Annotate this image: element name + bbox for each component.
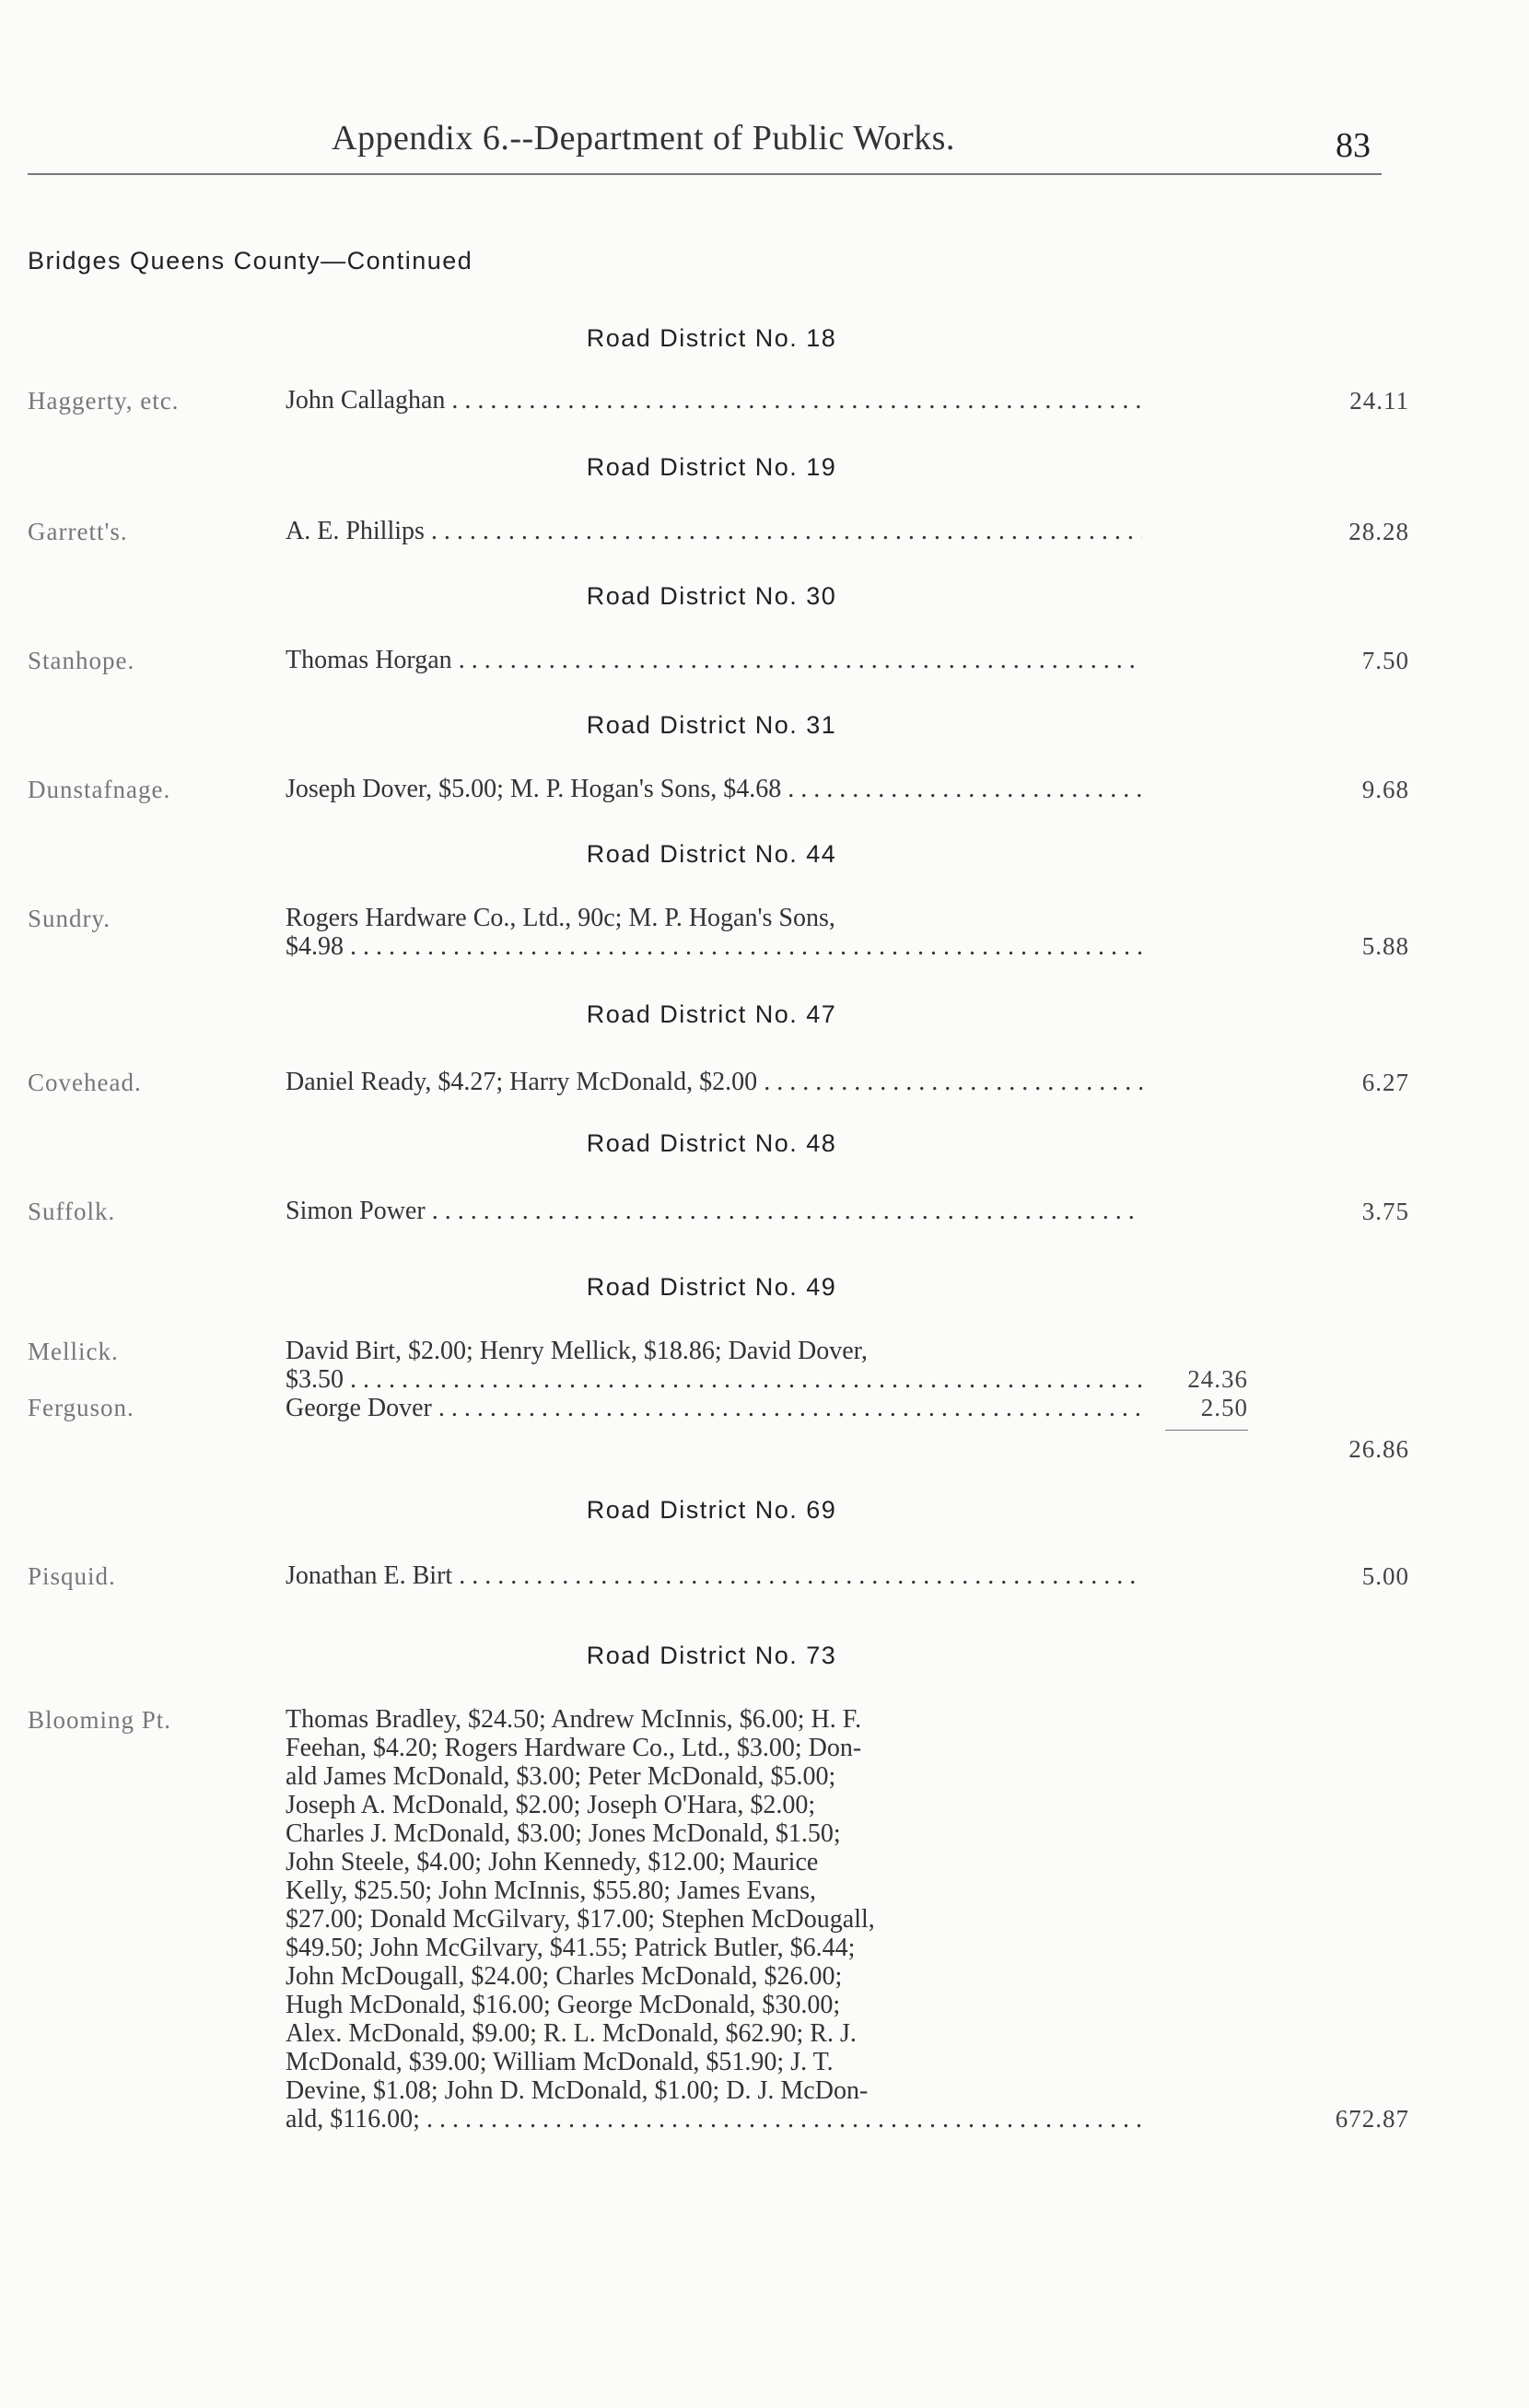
entry-total: 26.86 [1348,1435,1409,1463]
entry-description-line: ald James McDonald, $3.00; Peter McDonald, $5.00; [286,1762,836,1791]
entry-subamount: 24.36 [1187,1365,1248,1393]
entry-amount: 24.11 [1349,387,1409,415]
entry-description [286,775,1142,803]
entry-amount: 6.27 [1361,1069,1409,1096]
entry-description-line: Kelly, $25.50; John McInnis, $55.80; James Evans, [286,1876,817,1905]
entry-description-line: Hugh McDonald, $16.00; George McDonald, $30.00; [286,1991,841,2019]
district-heading: Road District No. 69 [586,1496,837,1524]
district-heading: Road District No. 47 [586,1000,837,1028]
entry-description [286,1068,1142,1096]
district-heading: Road District No. 44 [586,840,837,868]
entry-description-line: Devine, $1.08; John D. McDonald, $1.00; D. J. McDon- [286,2076,869,2105]
entry-amount: 3.75 [1361,1198,1409,1225]
entry-description [286,517,1142,545]
entry-location: Haggerty, etc. [28,387,180,415]
entry-description-text: Daniel Ready, $4.27; Harry McDonald, $2.00 . . . [286,1068,1142,1096]
district-heading: Road District No. 73 [586,1642,837,1669]
entry-description-line: Joseph A. McDonald, $2.00; Joseph O'Hara, $2.00; [286,1791,816,1819]
entry-description-line: John McDougall, $24.00; Charles McDonald, $26.00; [286,1962,843,1991]
entry-description-text: A. E. Phillips . . . [286,517,1142,545]
entry-description [286,646,1142,674]
district-heading: Road District No. 48 [586,1129,837,1157]
entry-location: Blooming Pt. [28,1706,172,1734]
entry-description-text: Jonathan E. Birt . . . [286,1561,1142,1590]
entry-description-line: $49.50; John McGilvary, $41.55; Patrick Butler, $6.44; [286,1934,856,1962]
entry-description-line: Alex. McDonald, $9.00; R. L. McDonald, $62.90; R. J. [286,2019,857,2048]
section-heading: Bridges Queens County—Continued [28,247,473,275]
entry-amount: 9.68 [1361,776,1409,803]
entry-description-line: Thomas Bradley, $24.50; Andrew McInnis, $6.00; H. F. [286,1705,862,1734]
entry-location: Mellick. [28,1338,119,1365]
district-heading: Road District No. 49 [586,1273,837,1301]
entry-description-text: Simon Power . . . [286,1197,1142,1225]
page-number: 83 [1336,126,1371,165]
entry-description-line: John Steele, $4.00; John Kennedy, $12.00; Maurice [286,1848,819,1876]
entry-subamount: 2.50 [1200,1394,1248,1421]
entry-location: Stanhope. [28,647,135,674]
entry-description-line: McDonald, $39.00; William McDonald, $51.90; J. T. [286,2048,834,2076]
entry-location: Dunstafnage. [28,776,171,803]
entry-description-line: $3.50 . . . [286,1365,1142,1394]
entry-description-line: Feehan, $4.20; Rogers Hardware Co., Ltd., $3.00; Don- [286,1734,862,1762]
entry-description-line: Rogers Hardware Co., Ltd., 90c; M. P. Hogan's Sons, [286,904,835,932]
entry-location: Garrett's. [28,518,128,545]
district-heading: Road District No. 31 [586,711,837,739]
page-header-title: Appendix 6.--Department of Public Works. [332,119,955,158]
district-heading: Road District No. 30 [586,582,837,610]
entry-description [286,1705,1142,2133]
entry-description-line: David Birt, $2.00; Henry Mellick, $18.86; David Dover, [286,1337,868,1365]
entry-description [286,386,1142,415]
entry-location: Pisquid. [28,1562,116,1590]
entry-location: Covehead. [28,1069,142,1096]
district-heading: Road District No. 19 [586,453,837,481]
entry-description-text: John Callaghan . . . [286,386,1142,415]
entry-location: Ferguson. [28,1394,134,1421]
entry-amount: 7.50 [1361,647,1409,674]
entry-description [286,1561,1142,1590]
entry-description [286,1337,1142,1422]
entry-description-line: $27.00; Donald McGilvary, $17.00; Stephen McDougall, [286,1905,875,1934]
entry-amount: 672.87 [1335,2105,1409,2133]
entry-description-line: George Dover . . . [286,1394,1142,1422]
entry-description-line: Charles J. McDonald, $3.00; Jones McDonald, $1.50; [286,1819,841,1848]
entry-description [286,904,1142,961]
entry-description-line: ald, $116.00; . . . [286,2105,1142,2133]
entry-description-line: $4.98 . . . [286,932,1142,961]
entry-description-text: Joseph Dover, $5.00; M. P. Hogan's Sons, $4.68 . . . [286,775,1142,803]
entry-amount: 28.28 [1348,518,1409,545]
entry-description-text: Thomas Horgan . . . [286,646,1142,674]
entry-amount: 5.00 [1361,1562,1409,1590]
entry-description [286,1197,1142,1225]
district-heading: Road District No. 18 [586,324,837,352]
subtotal-rule [1165,1430,1248,1431]
entry-amount: 5.88 [1361,932,1409,960]
entry-location: Suffolk. [28,1198,116,1225]
header-rule [28,173,1382,175]
entry-location: Sundry. [28,905,111,932]
